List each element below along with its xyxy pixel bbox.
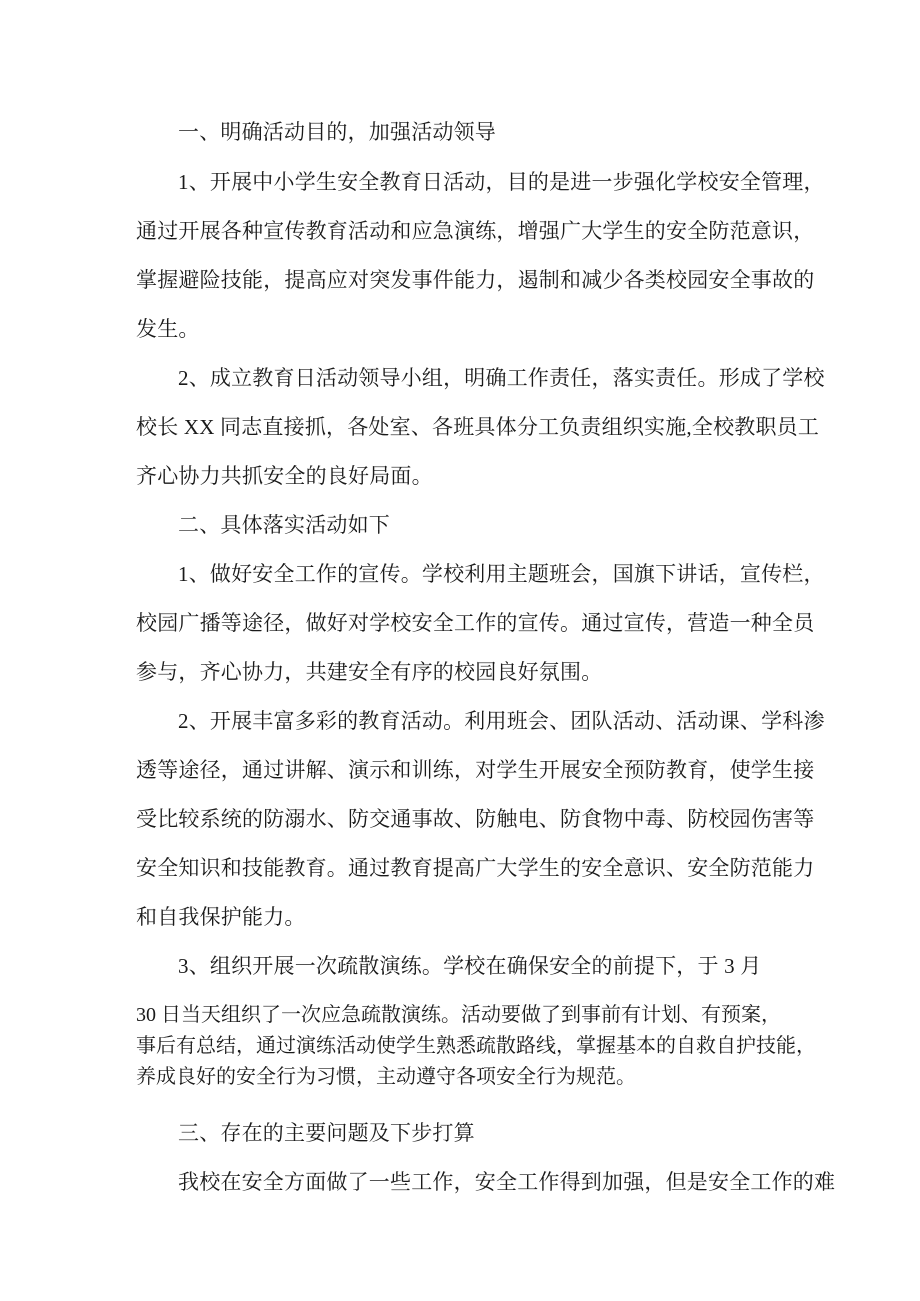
paragraph-line: 校园广播等途径，做好对学校安全工作的宣传。通过宣传，营造一种全员 <box>136 611 815 635</box>
paragraph-line: 30 日当天组织了一次应急疏散演练。活动要做了到事前有计划、有预案， <box>136 1004 781 1026</box>
paragraph-line: 透等途径，通过讲解、演示和训练，对学生开展安全预防教育，使学生接 <box>136 758 815 782</box>
paragraph-line: 安全知识和技能教育。通过教育提高广大学生的安全意识、安全防范能力 <box>136 856 815 880</box>
paragraph-line: 3、组织开展一次疏散演练。学校在确保安全的前提下，于 3 月 <box>178 954 762 978</box>
paragraph-line: 和自我保护能力。 <box>136 905 306 929</box>
paragraph-line: 事后有总结，通过演练活动使学生熟悉疏散路线，掌握基本的自救自护技能， <box>136 1035 816 1057</box>
paragraph-line: 养成良好的安全行为习惯，主动遵守各项安全行为规范。 <box>136 1066 636 1088</box>
paragraph-line: 校长 XX 同志直接抓，各处室、各班具体分工负责组织实施,全校教职员工 <box>136 415 820 439</box>
paragraph-line: 2、开展丰富多彩的教育活动。利用班会、团队活动、活动课、学科渗 <box>178 709 825 733</box>
paragraph-line: 我校在安全方面做了一些工作，安全工作得到加强，但是安全工作的难 <box>178 1170 836 1194</box>
section-heading-1: 一、明确活动目的，加强活动领导 <box>178 120 496 144</box>
paragraph-line: 1、开展中小学生安全教育日活动，目的是进一步强化学校安全管理， <box>178 170 825 194</box>
paragraph-line: 发生。 <box>136 317 200 341</box>
paragraph-line: 掌握避险技能，提高应对突发事件能力，遏制和减少各类校园安全事故的 <box>136 268 815 292</box>
paragraph-line: 参与，齐心协力，共建安全有序的校园良好氛围。 <box>136 660 603 684</box>
section-heading-2: 二、具体落实活动如下 <box>178 513 390 537</box>
section-heading-3: 三、存在的主要问题及下步打算 <box>178 1121 475 1145</box>
paragraph-line: 通过开展各种宣传教育活动和应急演练，增强广大学生的安全防范意识， <box>136 219 815 243</box>
paragraph-line: 2、成立教育日活动领导小组，明确工作责任，落实责任。形成了学校 <box>178 366 825 390</box>
paragraph-line: 1、做好安全工作的宣传。学校利用主题班会，国旗下讲话，宣传栏， <box>178 562 825 586</box>
paragraph-line: 齐心协力共抓安全的良好局面。 <box>136 464 433 488</box>
paragraph-line: 受比较系统的防溺水、防交通事故、防触电、防食物中毒、防校园伤害等 <box>136 807 815 831</box>
